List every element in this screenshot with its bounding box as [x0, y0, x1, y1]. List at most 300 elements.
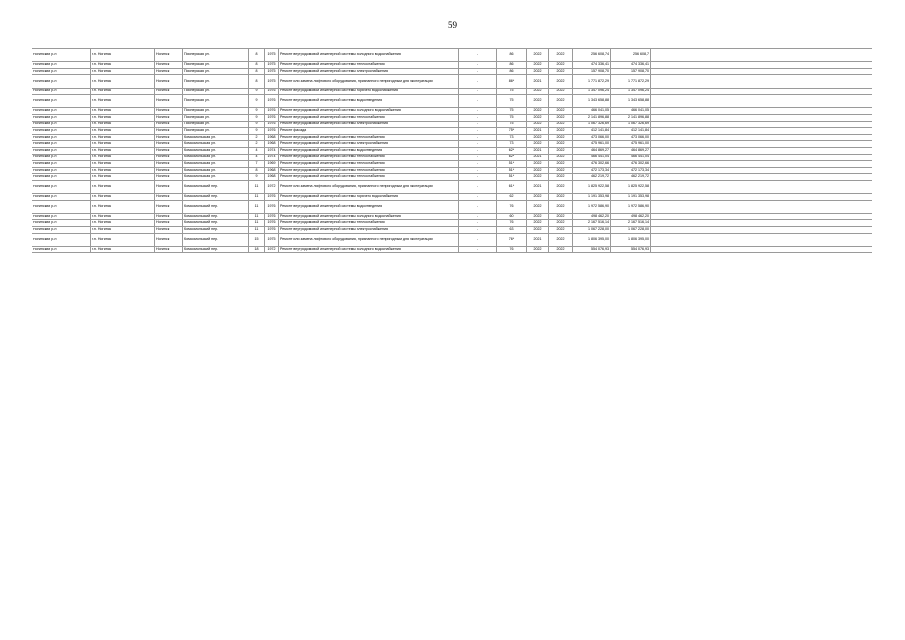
cost-cell: 1 067 326,69 — [572, 122, 610, 128]
locality-cell: Ногинск — [154, 62, 182, 68]
work-type-cell: Ремонт внутридомовой инженерной системы холодного водоснабжения — [278, 49, 458, 61]
table-row — [32, 88, 872, 95]
year-start-cell: 2022 — [526, 135, 548, 141]
year-start-cell: 2022 — [526, 214, 548, 220]
cost-total-cell: 2 141 896,88 — [610, 115, 650, 121]
cost-cell: 498 462,20 — [572, 214, 610, 220]
build-year-cell: 1976 — [264, 128, 278, 134]
cost-cell: 1 806 395,00 — [572, 234, 610, 246]
house-number-cell: 11 — [248, 201, 264, 213]
locality-cell: Ногинск — [154, 214, 182, 220]
wear-cell: 75 — [496, 95, 526, 107]
settlement-cell: г.п. Ногинск — [90, 181, 154, 193]
cost-cell: 2 141 896,88 — [572, 115, 610, 121]
work-type-cell: Ремонт внутридомовой инженерной системы горячего водоснабжения — [278, 194, 458, 200]
work-type-cell: Ремонт внутридомовой инженерной системы электроснабжения — [278, 69, 458, 75]
table-row — [32, 219, 872, 226]
cost-total-cell: 1 347 096,24 — [610, 89, 650, 95]
wear-cell: 76 — [496, 247, 526, 253]
year-start-cell: 2022 — [526, 89, 548, 95]
year-end-cell: 2022 — [548, 220, 572, 226]
settlement-cell: г.п. Ногинск — [90, 115, 154, 121]
work-type-cell: Ремонт внутридомовой инженерной системы теплоснабжения — [278, 155, 458, 161]
house-number-cell: 4 — [248, 155, 264, 161]
settlement-cell: г.п. Ногинск — [90, 141, 154, 147]
build-year-cell: 1972 — [264, 247, 278, 253]
work-type-cell: Ремонт внутридомовой инженерной системы теплоснабжения — [278, 161, 458, 167]
house-number-cell: 11 — [248, 214, 264, 220]
cost-cell: 2 167 516,14 — [572, 220, 610, 226]
cost-total-cell: 1 343 658,88 — [610, 95, 650, 107]
page-number: 59 — [448, 20, 457, 30]
locality-cell: Ногинск — [154, 227, 182, 233]
build-year-cell: 1975 — [264, 49, 278, 61]
build-year-cell: 1976 — [264, 115, 278, 121]
year-start-cell: 2022 — [526, 201, 548, 213]
work-type-cell: Ремонт внутридомовой инженерной системы теплоснабжения — [278, 168, 458, 174]
extra-cell: - — [458, 62, 496, 68]
cost-total-cell: 1 067 228,00 — [610, 227, 650, 233]
extra-cell: - — [458, 135, 496, 141]
house-number-cell: 9 — [248, 95, 264, 107]
extra-cell: - — [458, 115, 496, 121]
locality-cell: Ногинск — [154, 247, 182, 253]
year-end-cell: 2022 — [548, 95, 572, 107]
wear-cell: 76 — [496, 201, 526, 213]
cost-cell: 476 302,66 — [572, 161, 610, 167]
street-cell: Пионерская ул. — [182, 62, 248, 68]
spacer-cell — [650, 155, 664, 161]
street-cell: Комсомольский пер. — [182, 194, 248, 200]
street-cell: Комсомольский пер. — [182, 227, 248, 233]
spacer-cell — [650, 247, 664, 253]
settlement-cell: г.п. Ногинск — [90, 234, 154, 246]
work-type-cell: Ремонт внутридомовой инженерной системы теплоснабжения — [278, 220, 458, 226]
cost-total-cell: 498 462,20 — [610, 214, 650, 220]
house-number-cell: 8 — [248, 75, 264, 87]
district-cell: Ногинский р-н — [33, 63, 57, 67]
spacer-cell — [650, 69, 664, 75]
house-number-cell: 9 — [248, 128, 264, 134]
build-year-cell: 1975 — [264, 234, 278, 246]
wear-cell: 75 — [496, 89, 526, 95]
house-number-cell: 7 — [248, 161, 264, 167]
cost-total-cell: 256 608,7 — [610, 49, 650, 61]
build-year-cell: 1976 — [264, 227, 278, 233]
work-type-cell: Ремонт внутридомовой инженерной системы теплоснабжения — [278, 174, 458, 180]
year-start-cell: 2022 — [526, 122, 548, 128]
extra-cell: - — [458, 247, 496, 253]
cost-total-cell: 462 219,72 — [610, 174, 650, 180]
locality-cell: Ногинск — [154, 168, 182, 174]
cost-total-cell: 472 173,34 — [610, 168, 650, 174]
district-cell: Ногинский р-н — [33, 204, 57, 208]
cost-total-cell: 1 825 922,58 — [610, 181, 650, 193]
settlement-cell: г.п. Ногинск — [90, 89, 154, 95]
work-type-cell: Ремонт внутридомовой инженерной системы горячего водоснабжения — [278, 89, 458, 95]
district-cell: Ногинский р-н — [33, 161, 57, 165]
spacer-cell — [650, 128, 664, 134]
extra-cell: - — [458, 220, 496, 226]
build-year-cell: 1976 — [264, 194, 278, 200]
work-type-cell: Ремонт или замена лифтового оборудования, признанного непригодным для эксплуатации — [278, 75, 458, 87]
locality-cell: Ногинск — [154, 174, 182, 180]
cost-cell: 1 343 658,88 — [572, 95, 610, 107]
settlement-cell: г.п. Ногинск — [90, 214, 154, 220]
cost-total-cell: 1 067 326,69 — [610, 122, 650, 128]
locality-cell: Ногинск — [154, 89, 182, 95]
year-start-cell: 2021 — [526, 148, 548, 154]
build-year-cell: 1976 — [264, 220, 278, 226]
locality-cell: Ногинск — [154, 141, 182, 147]
cost-total-cell: 466 441,04 — [610, 155, 650, 161]
build-year-cell: 1968 — [264, 174, 278, 180]
cost-total-cell: 1 191 353,98 — [610, 194, 650, 200]
table-row — [32, 193, 872, 200]
year-start-cell: 2021 — [526, 234, 548, 246]
table-row — [32, 180, 872, 193]
year-end-cell: 2022 — [548, 128, 572, 134]
cost-cell: 466 441,04 — [572, 155, 610, 161]
wear-cell: 51* — [496, 168, 526, 174]
settlement-cell: г.п. Ногинск — [90, 108, 154, 114]
cost-cell: 412 141,84 — [572, 128, 610, 134]
spacer-cell — [650, 62, 664, 68]
district-cell: Ногинский р-н — [33, 221, 57, 225]
settlement-cell: г.п. Ногинск — [90, 220, 154, 226]
table-row — [32, 154, 872, 161]
locality-cell: Ногинск — [154, 128, 182, 134]
table-row — [32, 213, 872, 220]
cost-cell: 475 961,00 — [572, 141, 610, 147]
build-year-cell: 1974 — [264, 148, 278, 154]
cost-cell: 554 076,93 — [572, 247, 610, 253]
district-cell: Ногинский р-н — [33, 69, 57, 73]
district-cell: Ногинский р-н — [33, 227, 57, 231]
house-number-cell: 2 — [248, 135, 264, 141]
house-number-cell: 9 — [248, 174, 264, 180]
wear-cell: 75* — [496, 128, 526, 134]
house-number-cell: 9 — [248, 108, 264, 114]
work-type-cell: Ремонт внутридомовой инженерной системы теплоснабжения — [278, 135, 458, 141]
settlement-cell: г.п. Ногинск — [90, 168, 154, 174]
spacer-cell — [650, 75, 664, 87]
locality-cell: Ногинск — [154, 122, 182, 128]
cost-cell: 473 066,00 — [572, 135, 610, 141]
house-number-cell: 18 — [248, 247, 264, 253]
street-cell: Пионерская ул. — [182, 95, 248, 107]
year-start-cell: 2022 — [526, 168, 548, 174]
wear-cell: 86 — [496, 62, 526, 68]
extra-cell: - — [458, 122, 496, 128]
extra-cell: - — [458, 128, 496, 134]
cost-cell: 1 347 096,24 — [572, 89, 610, 95]
spacer-cell — [650, 161, 664, 167]
year-end-cell: 2022 — [548, 155, 572, 161]
table-row — [32, 160, 872, 167]
year-start-cell: 2022 — [526, 227, 548, 233]
wear-cell: 62 — [496, 194, 526, 200]
district-cell: Ногинский р-н — [33, 185, 57, 189]
house-number-cell: 11 — [248, 194, 264, 200]
cost-total-cell: 473 066,00 — [610, 135, 650, 141]
settlement-cell: г.п. Ногинск — [90, 62, 154, 68]
spacer-cell — [650, 220, 664, 226]
street-cell: Пионерская ул. — [182, 49, 248, 61]
cost-total-cell: 466 041,05 — [610, 108, 650, 114]
year-end-cell: 2022 — [548, 69, 572, 75]
settlement-cell: г.п. Ногинск — [90, 227, 154, 233]
spacer-cell — [650, 168, 664, 174]
street-cell: Пионерская ул. — [182, 122, 248, 128]
cost-cell: 464 869,27 — [572, 148, 610, 154]
build-year-cell: 1968 — [264, 168, 278, 174]
work-type-cell: Ремонт внутридомовой инженерной системы электроснабжения — [278, 141, 458, 147]
table-row — [32, 68, 872, 75]
district-cell: Ногинский р-н — [33, 142, 57, 146]
house-number-cell: 9 — [248, 89, 264, 95]
table-row — [32, 226, 872, 233]
street-cell: Комсомольская ул. — [182, 135, 248, 141]
wear-cell: 86 — [496, 49, 526, 61]
work-type-cell: Ремонт внутридомовой инженерной системы теплоснабжения — [278, 115, 458, 121]
table-row — [32, 127, 872, 134]
street-cell: Пионерская ул. — [182, 89, 248, 95]
table-row — [32, 121, 872, 128]
spacer-cell — [650, 201, 664, 213]
table-row — [32, 140, 872, 147]
build-year-cell: 1976 — [264, 201, 278, 213]
street-cell: Пионерская ул. — [182, 115, 248, 121]
work-type-cell: Ремонт внутридомовой инженерной системы холодного водоснабжения — [278, 108, 458, 114]
year-end-cell: 2022 — [548, 168, 572, 174]
cost-total-cell: 464 869,27 — [610, 148, 650, 154]
locality-cell: Ногинск — [154, 181, 182, 193]
spacer-cell — [650, 148, 664, 154]
year-end-cell: 2022 — [548, 181, 572, 193]
table-row — [32, 134, 872, 141]
street-cell: Комсомольская ул. — [182, 155, 248, 161]
spacer-cell — [650, 214, 664, 220]
year-end-cell: 2022 — [548, 89, 572, 95]
year-end-cell: 2022 — [548, 148, 572, 154]
extra-cell: - — [458, 75, 496, 87]
year-end-cell: 2022 — [548, 108, 572, 114]
cost-cell: 474 336,41 — [572, 62, 610, 68]
locality-cell: Ногинск — [154, 135, 182, 141]
cost-cell: 256 608,74 — [572, 49, 610, 61]
cost-cell: 1 825 922,58 — [572, 181, 610, 193]
spacer-cell — [650, 227, 664, 233]
work-type-cell: Ремонт или замена лифтового оборудования, признанного непригодным для эксплуатации — [278, 181, 458, 193]
street-cell: Комсомольский пер. — [182, 201, 248, 213]
work-type-cell: Ремонт внутридомовой инженерной системы электроснабжения — [278, 122, 458, 128]
locality-cell: Ногинск — [154, 75, 182, 87]
extra-cell: - — [458, 227, 496, 233]
settlement-cell: г.п. Ногинск — [90, 201, 154, 213]
build-year-cell: 1976 — [264, 214, 278, 220]
settlement-cell: г.п. Ногинск — [90, 135, 154, 141]
wear-cell: 86 — [496, 69, 526, 75]
district-cell: Ногинский р-н — [33, 175, 57, 179]
table-row — [32, 48, 872, 61]
year-start-cell: 2022 — [526, 174, 548, 180]
year-start-cell: 2022 — [526, 194, 548, 200]
wear-cell: 51* — [496, 174, 526, 180]
work-type-cell: Ремонт или замена лифтового оборудования, признанного непригодным для эксплуатации — [278, 234, 458, 246]
build-year-cell: 1969 — [264, 161, 278, 167]
year-start-cell: 2022 — [526, 247, 548, 253]
extra-cell: - — [458, 234, 496, 246]
work-type-cell: Ремонт внутридомовой инженерной системы водоотведения — [278, 201, 458, 213]
work-type-cell: Ремонт внутридомовой инженерной системы электроснабжения — [278, 227, 458, 233]
wear-cell: 75 — [496, 122, 526, 128]
locality-cell: Ногинск — [154, 148, 182, 154]
year-start-cell: 2022 — [526, 141, 548, 147]
year-start-cell: 2021 — [526, 75, 548, 87]
spacer-cell — [650, 115, 664, 121]
year-end-cell: 2022 — [548, 122, 572, 128]
year-end-cell: 2022 — [548, 234, 572, 246]
locality-cell: Ногинск — [154, 95, 182, 107]
spacer-cell — [650, 135, 664, 141]
cost-total-cell: 474 336,41 — [610, 62, 650, 68]
extra-cell: - — [458, 181, 496, 193]
cost-total-cell: 2 167 516,14 — [610, 220, 650, 226]
year-start-cell: 2022 — [526, 115, 548, 121]
settlement-cell: г.п. Ногинск — [90, 95, 154, 107]
street-cell: Комсомольский пер. — [182, 247, 248, 253]
spacer-cell — [650, 194, 664, 200]
year-end-cell: 2022 — [548, 161, 572, 167]
spacer-cell — [650, 89, 664, 95]
work-type-cell: Ремонт внутридомовой инженерной системы теплоснабжения — [278, 62, 458, 68]
year-end-cell: 2022 — [548, 115, 572, 121]
spacer-cell — [650, 181, 664, 193]
settlement-cell: г.п. Ногинск — [90, 49, 154, 61]
locality-cell: Ногинск — [154, 115, 182, 121]
locality-cell: Ногинск — [154, 201, 182, 213]
cost-total-cell: 554 076,93 — [610, 247, 650, 253]
year-start-cell: 2021 — [526, 128, 548, 134]
settlement-cell: г.п. Ногинск — [90, 161, 154, 167]
house-number-cell: 8 — [248, 69, 264, 75]
year-end-cell: 2022 — [548, 141, 572, 147]
cost-total-cell: 1 771 872,29 — [610, 75, 650, 87]
settlement-cell: г.п. Ногинск — [90, 174, 154, 180]
street-cell: Комсомольская ул. — [182, 141, 248, 147]
table-row — [32, 94, 872, 107]
district-cell: Ногинский р-н — [33, 109, 57, 113]
table-row — [32, 233, 872, 246]
wear-cell: 76 — [496, 220, 526, 226]
cost-total-cell: 157 908,70 — [610, 69, 650, 75]
extra-cell: - — [458, 161, 496, 167]
cost-cell: 466 041,05 — [572, 108, 610, 114]
locality-cell: Ногинск — [154, 155, 182, 161]
cost-cell: 472 173,34 — [572, 168, 610, 174]
year-start-cell: 2021 — [526, 155, 548, 161]
build-year-cell: 1974 — [264, 155, 278, 161]
street-cell: Комсомольский пер. — [182, 234, 248, 246]
wear-cell: 62* — [496, 148, 526, 154]
table-row — [32, 61, 872, 68]
work-type-cell: Ремонт фасада — [278, 128, 458, 134]
locality-cell: Ногинск — [154, 108, 182, 114]
extra-cell: - — [458, 69, 496, 75]
table-row — [32, 147, 872, 154]
build-year-cell: 1976 — [264, 108, 278, 114]
cost-total-cell: 475 961,00 — [610, 141, 650, 147]
year-start-cell: 2022 — [526, 49, 548, 61]
house-number-cell: 9 — [248, 115, 264, 121]
district-cell: Ногинский р-н — [33, 148, 57, 152]
year-start-cell: 2022 — [526, 62, 548, 68]
year-end-cell: 2022 — [548, 201, 572, 213]
locality-cell: Ногинск — [154, 194, 182, 200]
house-number-cell: 4 — [248, 148, 264, 154]
cost-cell: 157 908,70 — [572, 69, 610, 75]
locality-cell: Ногинск — [154, 234, 182, 246]
build-year-cell: 1975 — [264, 69, 278, 75]
year-end-cell: 2022 — [548, 135, 572, 141]
street-cell: Пионерская ул. — [182, 128, 248, 134]
street-cell: Комсомольская ул. — [182, 148, 248, 154]
settlement-cell: г.п. Ногинск — [90, 128, 154, 134]
extra-cell: - — [458, 95, 496, 107]
district-cell: Ногинский р-н — [33, 89, 57, 93]
district-cell: Ногинский р-н — [33, 115, 57, 119]
spacer-cell — [650, 141, 664, 147]
table-row — [32, 200, 872, 213]
wear-cell: 51* — [496, 161, 526, 167]
house-number-cell: 9 — [248, 122, 264, 128]
settlement-cell: г.п. Ногинск — [90, 69, 154, 75]
build-year-cell: 1972 — [264, 181, 278, 193]
street-cell: Комсомольская ул. — [182, 168, 248, 174]
wear-cell: 73 — [496, 141, 526, 147]
year-end-cell: 2022 — [548, 194, 572, 200]
settlement-cell: г.п. Ногинск — [90, 155, 154, 161]
extra-cell: - — [458, 201, 496, 213]
cost-cell: 462 219,72 — [572, 174, 610, 180]
build-year-cell: 1976 — [264, 122, 278, 128]
house-number-cell: 11 — [248, 220, 264, 226]
house-number-cell: 15 — [248, 234, 264, 246]
year-end-cell: 2022 — [548, 214, 572, 220]
wear-cell: 62* — [496, 155, 526, 161]
table-row — [32, 107, 872, 114]
extra-cell: - — [458, 194, 496, 200]
table-row — [32, 246, 872, 254]
district-cell: Ногинский р-н — [33, 214, 57, 218]
locality-cell: Ногинск — [154, 69, 182, 75]
wear-cell: 76* — [496, 234, 526, 246]
house-number-cell: 11 — [248, 227, 264, 233]
settlement-cell: г.п. Ногинск — [90, 75, 154, 87]
wear-cell: 75 — [496, 108, 526, 114]
year-start-cell: 2021 — [526, 181, 548, 193]
street-cell: Комсомольская ул. — [182, 174, 248, 180]
cost-total-cell: 1 806 395,00 — [610, 234, 650, 246]
year-start-cell: 2022 — [526, 161, 548, 167]
table-row — [32, 167, 872, 174]
wear-cell: 63 — [496, 227, 526, 233]
table-row — [32, 74, 872, 87]
extra-cell: - — [458, 49, 496, 61]
year-start-cell: 2022 — [526, 108, 548, 114]
cost-cell: 1 191 353,98 — [572, 194, 610, 200]
